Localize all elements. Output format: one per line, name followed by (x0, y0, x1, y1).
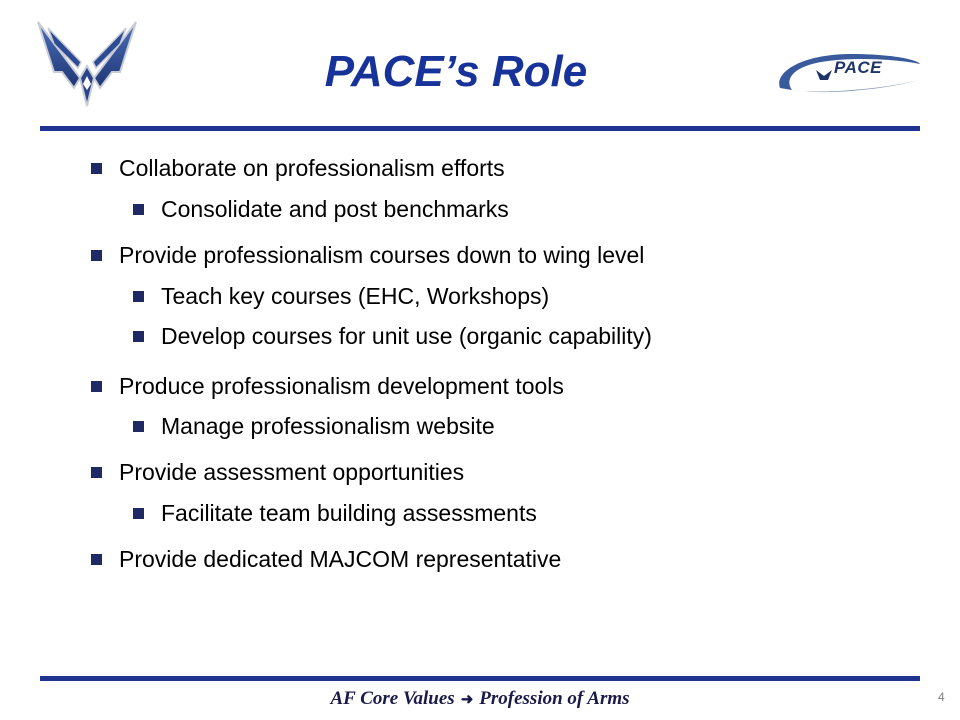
sub-bullet-item (161, 499, 537, 527)
top-divider (40, 126, 920, 131)
square-bullet-icon (91, 467, 102, 478)
pace-logo-text: PACE (834, 58, 882, 77)
sub-bullet-item (161, 195, 509, 223)
bullet-text: Manage professionalism website (161, 413, 495, 439)
square-bullet-icon (133, 421, 144, 432)
bullet-item (119, 241, 644, 269)
bullet-text: Provide professionalism courses down to wing level (119, 242, 645, 268)
bullet-text: Provide dedicated MAJCOM representative (119, 546, 562, 572)
square-bullet-icon (133, 331, 144, 342)
bullet-text: Develop courses for unit use (organic capability) (161, 323, 652, 349)
bullet-text: Teach key courses (EHC, Workshops) (161, 283, 550, 309)
bullet-item (119, 154, 505, 182)
sub-bullet-item (161, 282, 549, 310)
footer-right-text: Profession of Arms (479, 688, 630, 709)
footer-tagline (0, 686, 960, 713)
bullet-item (119, 372, 564, 400)
square-bullet-icon (91, 381, 102, 392)
arrow-right-icon: ➜ (460, 692, 474, 708)
slide-title: PACE’s Role (324, 47, 588, 96)
sub-bullet-item (161, 412, 495, 440)
bullet-text: Provide assessment opportunities (119, 459, 465, 485)
footer-left-text: AF Core Values (330, 688, 455, 709)
bottom-divider (40, 676, 920, 681)
square-bullet-icon (133, 291, 144, 302)
bullet-text: Facilitate team building assessments (161, 500, 537, 526)
bullet-text: Produce professionalism development tools (119, 373, 564, 399)
square-bullet-icon (91, 163, 102, 174)
square-bullet-icon (133, 204, 144, 215)
square-bullet-icon (91, 250, 102, 261)
bullet-item (119, 458, 464, 486)
page-number: 4 (938, 690, 945, 704)
bullet-item (119, 545, 561, 573)
square-bullet-icon (133, 508, 144, 519)
square-bullet-icon (91, 554, 102, 565)
bullet-text: Consolidate and post benchmarks (161, 196, 509, 222)
sub-bullet-item (161, 322, 652, 350)
bullet-text: Collaborate on professionalism efforts (119, 155, 505, 181)
